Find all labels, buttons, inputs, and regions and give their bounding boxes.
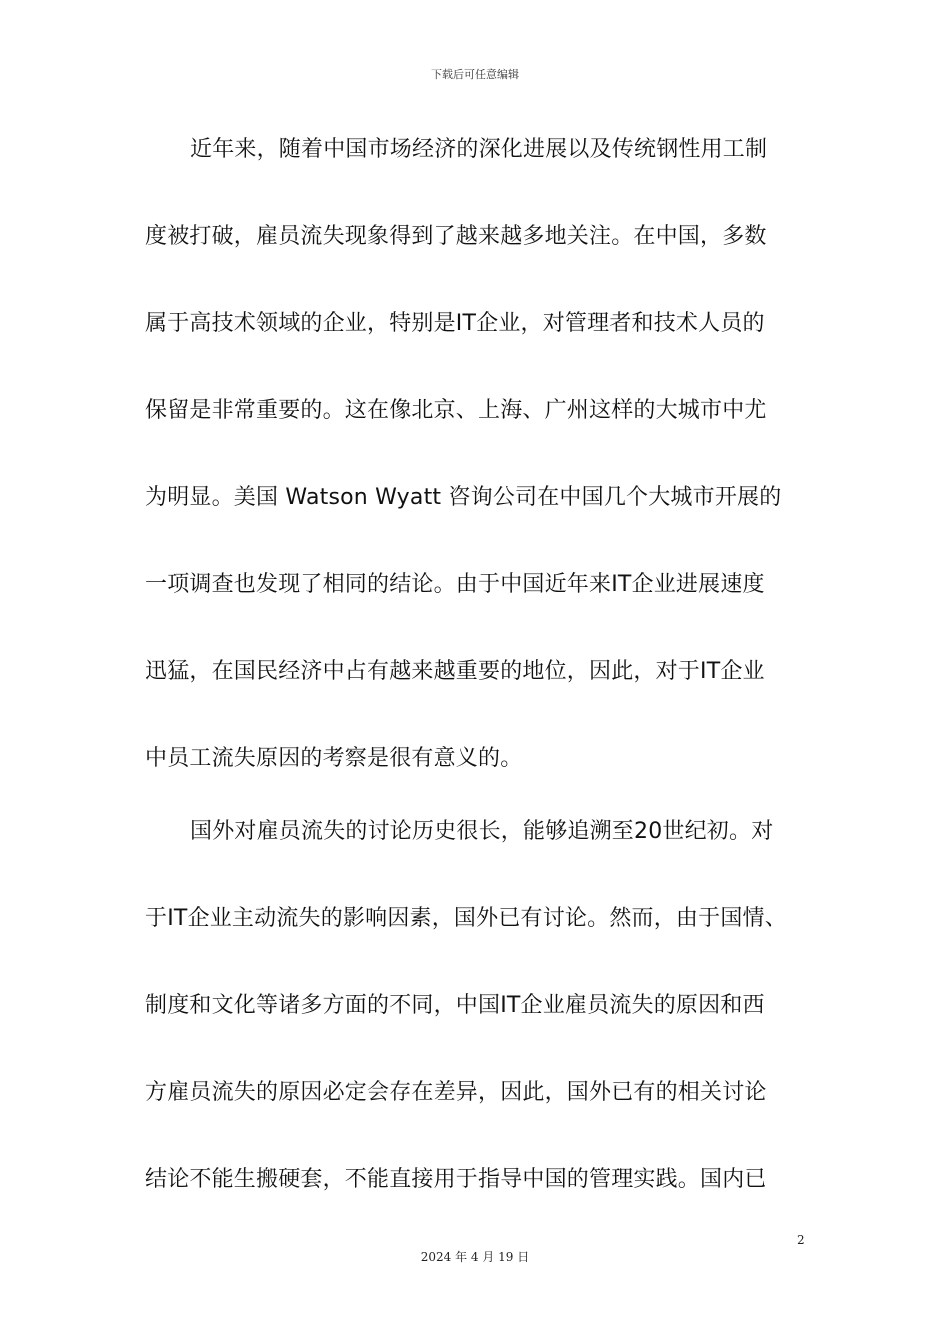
text-line: 近年来，随着中国市场经济的深化进展以及传统钢性用工制	[190, 137, 768, 162]
page-footer-date: 2024 年 4 月 19 日	[420, 1250, 530, 1264]
text-line: 属于高技术领域的企业，特别是IT企业，对管理者和技术人员的	[145, 311, 765, 336]
text-line: 一项调查也发现了相同的结论。由于中国近年来IT企业进展速度	[145, 572, 765, 597]
text-line: 中员工流失原因的考察是很有意义的。	[145, 746, 523, 771]
text-line: 为明显。美国 Watson Wyatt 咨询公司在中国几个大城市开展的	[145, 485, 782, 510]
text-line: 方雇员流失的原因必定会存在差异，因此，国外已有的相关讨论	[145, 1080, 767, 1105]
text-line: 保留是非常重要的。这在像北京、上海、广州这样的大城市中尤	[145, 398, 767, 423]
text-line: 于IT企业主动流失的影响因素，国外已有讨论。然而，由于国情、	[145, 906, 787, 931]
page-number: 2	[797, 1233, 805, 1247]
text-line: 度被打破，雇员流失现象得到了越来越多地关注。在中国，多数	[145, 224, 767, 249]
text-line: 制度和文化等诸多方面的不同，中国IT企业雇员流失的原因和西	[145, 993, 765, 1018]
text-line: 国外对雇员流失的讨论历史很长，能够追溯至20世纪初。对	[190, 819, 774, 844]
text-line: 结论不能生搬硬套，不能直接用于指导中国的管理实践。国内已	[145, 1167, 767, 1192]
page-header: 下载后可任意编辑	[431, 68, 519, 81]
text-line: 迅猛，在国民经济中占有越来越重要的地位，因此，对于IT企业	[145, 659, 765, 684]
